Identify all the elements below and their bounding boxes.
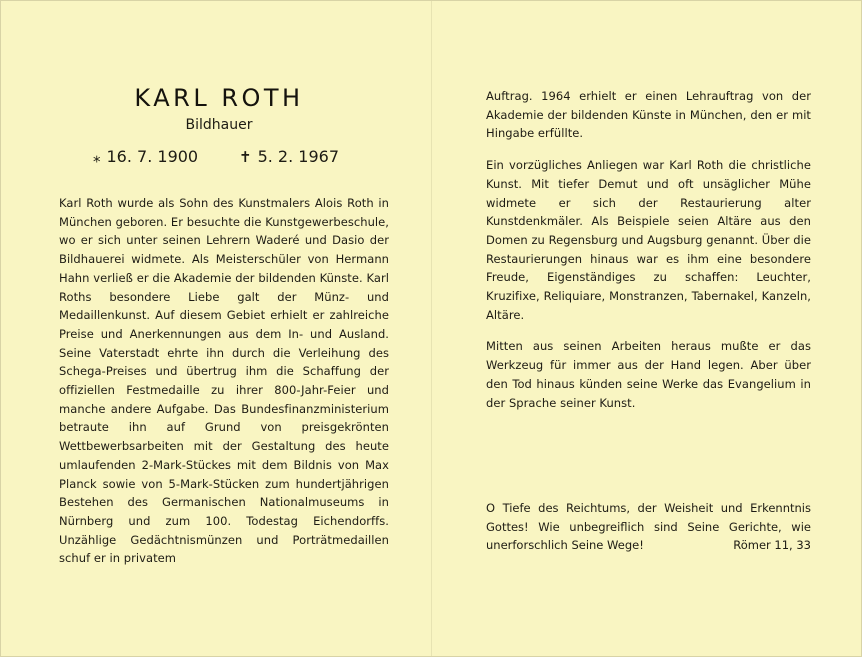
death-date: 5. 2. 1967 [257, 147, 339, 166]
birth-date: 16. 7. 1900 [106, 147, 199, 166]
verse-reference: Römer 11, 33 [733, 538, 811, 553]
birth-star-icon: ⁎ [93, 148, 101, 166]
bible-verse [486, 499, 811, 555]
deceased-name: KARL ROTH [134, 84, 304, 112]
paragraph-christian-art: Ein vorzügliches Anliegen war Karl Roth die christliche Kunst. Mit tiefer Demut und oft unsäglicher Mühe widmete er sich der Restaurierung alter Kunstdenkmäler. Als Beispiele seien Altäre aus den Domen zu Regensburg und Augsburg genannt. Über die Restaurierungen hinaus war es ihm eine besondere Freude, Eigenständiges zu schaffen: Leuchter, Kruzifixe, Reliquiare, Monstranzen, Tabernakel, Kanzeln, Altäre. [486, 158, 811, 322]
paragraph-death: Mitten aus seinen Arbeiten heraus mußte er das Werkzeug für immer aus der Hand legen. Aber über den Tod hinaus künden seine Werke das Evangelium in der Sprache seiner Kunst. [486, 339, 811, 410]
paragraph-teaching: Auftrag. 1964 erhielt er einen Lehrauftrag von der Akademie der bildenden Künste in München, den er mit Hingabe erfüllte. [486, 89, 811, 141]
verse-text: O Tiefe des Reichtums, der Weisheit und Erkenntnis Gottes! Wie unbegreiflich sind Seine Gerichte, wie unerforschlich Seine Wege! [486, 501, 811, 553]
occupation: Bildhauer [185, 117, 253, 133]
biography-right-column [486, 87, 811, 425]
death-date-line [239, 147, 339, 166]
fold-line [431, 1, 432, 656]
biography-left-column: Karl Roth wurde als Sohn des Kunstmalers Alois Roth in München geboren. Er besuchte die Kunstgewerbeschule, wo er sich unter seinen Lehrern Waderé und Dasio der Bildhauerei widmete. Als Meisterschüler von Hermann Hahn verließ er die Akademie der bildenden Künste. Karl Roths besondere Liebe galt der Münz- und Medaillenkunst. Auf diesem Gebiet erhielt er zahlreiche Preise und Anerkennungen aus dem In- und Ausland. Seine Vaterstadt ehrte ihn durch die Verleihung des Schega-Preises und übertrug ihm die Schaffung der offiziellen Festmedaille zu ihrer 800-Jahr-Feier und manche andere Aufgabe. Das Bundesfinanzministerium betraute ihn auf Grund von preisgekrönten Wettbewerbsarbeiten mit der Gestaltung des heute umlaufenden 2-Mark-Stückes mit dem Bildnis von Max Planck sowie von 5-Mark-Stücken zum hundertjährigen Bestehen des Germanischen Nationalmuseums in Nürnberg und zum 100. Todestag Eichendorffs. Unzählige Gedächtnismünzen und Porträtmedaillen schuf er in privatem [59, 196, 389, 566]
birth-date-line [93, 147, 198, 166]
death-cross-icon: ✝ [239, 148, 252, 166]
